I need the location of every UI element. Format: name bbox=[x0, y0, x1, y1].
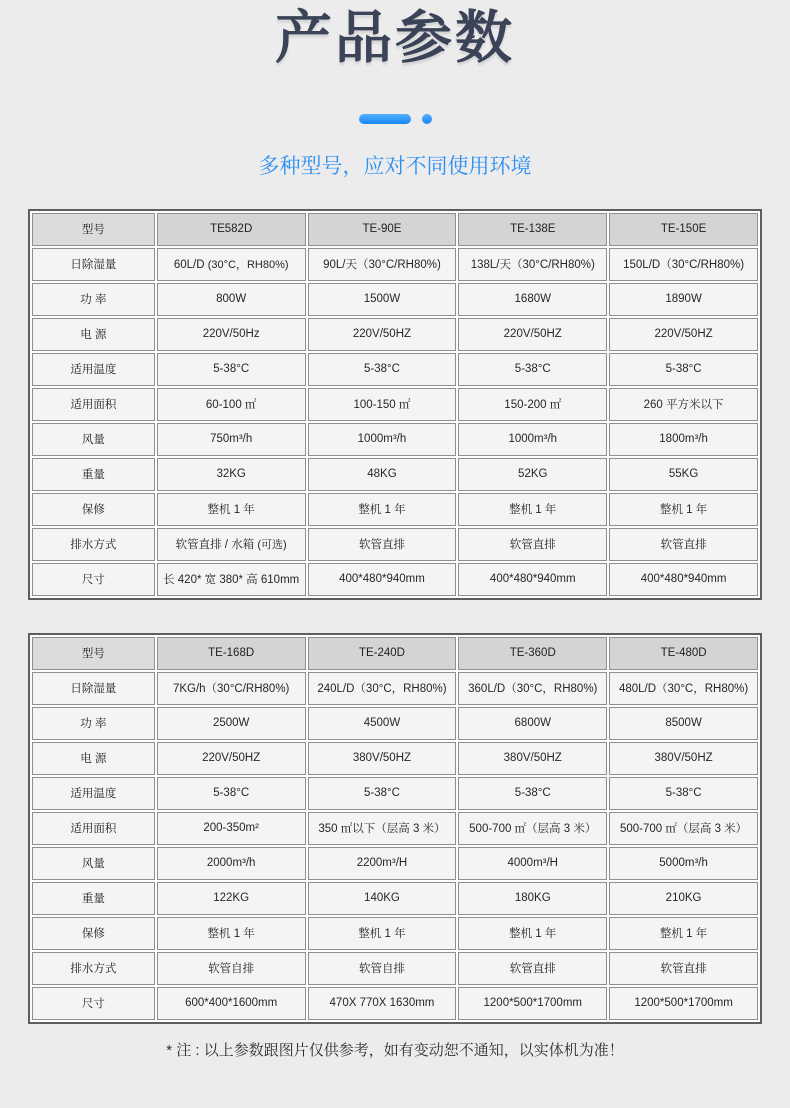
spec-row bbox=[32, 707, 758, 740]
row-label-cell: 保修 bbox=[32, 917, 155, 950]
spec-value-cell: 48KG bbox=[308, 458, 457, 491]
model-name-cell: TE582D bbox=[157, 213, 306, 246]
spec-row bbox=[32, 742, 758, 775]
spec-value-cell: 2000m³/h bbox=[157, 847, 306, 880]
spec-value-cell: 60L/D (30°C，RH80%) bbox=[157, 248, 306, 281]
spec-table-large-models bbox=[28, 633, 762, 1024]
spec-value-cell: 1680W bbox=[458, 283, 607, 316]
spec-value-cell: 32KG bbox=[157, 458, 306, 491]
spec-value-cell: 100-150 ㎡ bbox=[308, 388, 457, 421]
spec-value-cell: 210KG bbox=[609, 882, 758, 915]
spec-value-cell: 180KG bbox=[458, 882, 607, 915]
page-title: 产品参数 bbox=[275, 6, 515, 70]
row-label-cell: 适用面积 bbox=[32, 388, 155, 421]
spec-value-cell: 600*400*1600mm bbox=[157, 987, 306, 1020]
spec-value-cell: 1800m³/h bbox=[609, 423, 758, 456]
spec-value-cell: 1500W bbox=[308, 283, 457, 316]
model-name-cell: TE-90E bbox=[308, 213, 457, 246]
spec-value-cell: 软管自排 bbox=[308, 952, 457, 985]
spec-row bbox=[32, 318, 758, 351]
spec-row bbox=[32, 388, 758, 421]
spec-value-cell: 长 420* 宽 380* 高 610mm bbox=[157, 563, 306, 596]
row-label-cell: 适用温度 bbox=[32, 777, 155, 810]
spec-row bbox=[32, 882, 758, 915]
spec-row bbox=[32, 423, 758, 456]
footnote: * 注 : 以上参数跟图片仅供参考，如有变动恕不通知，以实体机为准！ bbox=[166, 1041, 624, 1059]
spec-value-cell: 5-38°C bbox=[458, 353, 607, 386]
spec-row bbox=[32, 847, 758, 880]
spec-value-cell: 470X 770X 1630mm bbox=[308, 987, 457, 1020]
spec-value-cell: 220V/50HZ bbox=[458, 318, 607, 351]
spec-value-cell: 122KG bbox=[157, 882, 306, 915]
row-label-cell: 重量 bbox=[32, 458, 155, 491]
spec-value-cell: 60-100 ㎡ bbox=[157, 388, 306, 421]
spec-value-cell: 整机 1 年 bbox=[308, 917, 457, 950]
spec-row bbox=[32, 248, 758, 281]
spec-value-cell: 150-200 ㎡ bbox=[458, 388, 607, 421]
spec-value-cell: 150L/D（30°C/RH80%) bbox=[609, 248, 758, 281]
spec-row bbox=[32, 528, 758, 561]
model-name-cell: TE-168D bbox=[157, 637, 306, 670]
model-name-cell: TE-150E bbox=[609, 213, 758, 246]
spec-row bbox=[32, 987, 758, 1020]
row-label-cell: 尺寸 bbox=[32, 987, 155, 1020]
spec-value-cell: 7KG/h（30°C/RH80%) bbox=[157, 672, 306, 705]
divider-bar-icon bbox=[359, 114, 411, 124]
row-label-cell: 风量 bbox=[32, 423, 155, 456]
spec-row bbox=[32, 353, 758, 386]
spec-value-cell: 500-700 ㎡（层高 3 米） bbox=[609, 812, 758, 845]
spec-value-cell: 480L/D（30°C，RH80%) bbox=[609, 672, 758, 705]
row-label-cell: 排水方式 bbox=[32, 528, 155, 561]
model-name-cell: TE-480D bbox=[609, 637, 758, 670]
spec-value-cell: 整机 1 年 bbox=[609, 917, 758, 950]
product-params-page bbox=[0, 6, 790, 1060]
spec-value-cell: 750m³/h bbox=[157, 423, 306, 456]
spec-value-cell: 5-38°C bbox=[157, 777, 306, 810]
table-header-row bbox=[32, 637, 758, 670]
spec-value-cell: 软管直排 bbox=[458, 952, 607, 985]
spec-value-cell: 240L/D（30°C，RH80%) bbox=[308, 672, 457, 705]
spec-value-cell: 400*480*940mm bbox=[308, 563, 457, 596]
spec-value-note: (可选) bbox=[257, 539, 287, 552]
row-label-cell: 日除湿量 bbox=[32, 248, 155, 281]
spec-value-cell: 1200*500*1700mm bbox=[458, 987, 607, 1020]
spec-value-cell: 138L/天（30°C/RH80%) bbox=[458, 248, 607, 281]
spec-value-cell: 整机 1 年 bbox=[458, 493, 607, 526]
spec-value-cell: 380V/50HZ bbox=[308, 742, 457, 775]
divider-dot-icon bbox=[422, 114, 432, 124]
model-name-cell: TE-360D bbox=[458, 637, 607, 670]
spec-value-cell: 整机 1 年 bbox=[308, 493, 457, 526]
spec-value-cell: 软管直排 bbox=[458, 528, 607, 561]
spec-row bbox=[32, 812, 758, 845]
spec-value-cell: 5-38°C bbox=[609, 353, 758, 386]
spec-value-cell: 500-700 ㎡（层高 3 米） bbox=[458, 812, 607, 845]
spec-value-cell: 4000m³/H bbox=[458, 847, 607, 880]
spec-value-cell: 260 平方米以下 bbox=[609, 388, 758, 421]
spec-value-cell: 软管直排 bbox=[609, 952, 758, 985]
title-divider bbox=[0, 114, 790, 124]
spec-value-cell: 整机 1 年 bbox=[157, 917, 306, 950]
spec-value-cell: 5-38°C bbox=[308, 353, 457, 386]
model-name-cell: TE-138E bbox=[458, 213, 607, 246]
spec-value-cell: 5-38°C bbox=[308, 777, 457, 810]
spec-value-cell: 52KG bbox=[458, 458, 607, 491]
row-label-cell: 适用面积 bbox=[32, 812, 155, 845]
spec-value-cell: 1000m³/h bbox=[308, 423, 457, 456]
spec-value-cell: 90L/天（30°C/RH80%) bbox=[308, 248, 457, 281]
row-label-cell: 电 源 bbox=[32, 742, 155, 775]
spec-table-small-models bbox=[28, 209, 762, 600]
spec-row bbox=[32, 458, 758, 491]
spec-value-cell: 2500W bbox=[157, 707, 306, 740]
spec-row bbox=[32, 672, 758, 705]
spec-row bbox=[32, 563, 758, 596]
spec-value-cell: 1000m³/h bbox=[458, 423, 607, 456]
row-label-cell: 保修 bbox=[32, 493, 155, 526]
model-name-cell: TE-240D bbox=[308, 637, 457, 670]
row-label-cell: 功 率 bbox=[32, 707, 155, 740]
spec-value-cell: 软管直排 / 水箱 (可选) bbox=[157, 528, 306, 561]
spec-value-cell: 1200*500*1700mm bbox=[609, 987, 758, 1020]
spec-value-cell: 5-38°C bbox=[609, 777, 758, 810]
model-header-cell: 型号 bbox=[32, 637, 155, 670]
row-label-cell: 功 率 bbox=[32, 283, 155, 316]
spec-value-note: (30°C，RH80%) bbox=[207, 259, 289, 272]
row-label-cell: 尺寸 bbox=[32, 563, 155, 596]
spec-value-cell: 380V/50HZ bbox=[609, 742, 758, 775]
spec-value-cell: 380V/50HZ bbox=[458, 742, 607, 775]
spec-value-cell: 软管自排 bbox=[157, 952, 306, 985]
spec-row bbox=[32, 493, 758, 526]
spec-row bbox=[32, 283, 758, 316]
spec-value-cell: 4500W bbox=[308, 707, 457, 740]
spec-value-cell: 软管直排 bbox=[308, 528, 457, 561]
spec-row bbox=[32, 777, 758, 810]
spec-value-cell: 400*480*940mm bbox=[609, 563, 758, 596]
spec-value-cell: 整机 1 年 bbox=[609, 493, 758, 526]
spec-value-cell: 800W bbox=[157, 283, 306, 316]
table-header-row bbox=[32, 213, 758, 246]
spec-value-cell: 8500W bbox=[609, 707, 758, 740]
spec-value-cell: 55KG bbox=[609, 458, 758, 491]
row-label-cell: 重量 bbox=[32, 882, 155, 915]
row-label-cell: 电 源 bbox=[32, 318, 155, 351]
spec-value-cell: 220V/50HZ bbox=[157, 742, 306, 775]
page-subtitle: 多种型号，应对不同使用环境 bbox=[258, 154, 532, 178]
row-label-cell: 适用温度 bbox=[32, 353, 155, 386]
spec-value-cell: 5-38°C bbox=[458, 777, 607, 810]
spec-row bbox=[32, 917, 758, 950]
spec-value-cell: 360L/D（30°C，RH80%) bbox=[458, 672, 607, 705]
spec-value-cell: 1890W bbox=[609, 283, 758, 316]
spec-value-cell: 400*480*940mm bbox=[458, 563, 607, 596]
spec-value-cell: 整机 1 年 bbox=[157, 493, 306, 526]
row-label-cell: 风量 bbox=[32, 847, 155, 880]
spec-row bbox=[32, 952, 758, 985]
spec-value-cell: 140KG bbox=[308, 882, 457, 915]
spec-value-cell: 整机 1 年 bbox=[458, 917, 607, 950]
spec-value-cell: 220V/50HZ bbox=[609, 318, 758, 351]
spec-value-cell: 220V/50Hz bbox=[157, 318, 306, 351]
row-label-cell: 日除湿量 bbox=[32, 672, 155, 705]
spec-value-cell: 5000m³/h bbox=[609, 847, 758, 880]
spec-value-cell: 5-38°C bbox=[157, 353, 306, 386]
spec-value-cell: 220V/50HZ bbox=[308, 318, 457, 351]
spec-value-cell: 软管直排 bbox=[609, 528, 758, 561]
model-header-cell: 型号 bbox=[32, 213, 155, 246]
spec-value-cell: 2200m³/H bbox=[308, 847, 457, 880]
spec-value-cell: 350 ㎡以下（层高 3 米） bbox=[308, 812, 457, 845]
spec-value-cell: 200-350m² bbox=[157, 812, 306, 845]
spec-value-cell: 6800W bbox=[458, 707, 607, 740]
row-label-cell: 排水方式 bbox=[32, 952, 155, 985]
